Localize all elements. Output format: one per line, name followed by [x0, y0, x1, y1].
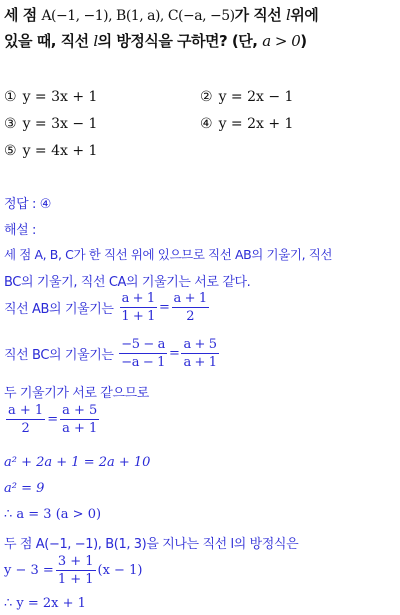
line-symbol: l — [93, 32, 98, 50]
answer: 정답 : ④ — [4, 197, 52, 212]
equation-1: $\frac{a + 1}{2}$ = $\frac{a + 5}{a + 1}$ — [8, 403, 98, 436]
question-text: 의 방정식을 구하면? (단, — [97, 32, 263, 50]
slope-ab: 직선 AB의 기울기는 $\frac{a + 1}{1 + 1}$ = $\frac{a + 1}{2}$ — [4, 291, 207, 324]
choice-2[interactable]: ② y = 2x − 1 — [200, 89, 294, 105]
question-points: A(−1, −1), B(1, a), C(−a, −5) — [41, 8, 235, 24]
fraction: $\frac{-5 - a}{-a - 1}$ — [121, 337, 165, 370]
condition: a > 0 — [262, 32, 301, 50]
explanation-line: BC의 기울기, 직선 CA의 기울기는 서로 같다. — [4, 275, 251, 290]
fraction: $\frac{a + 5}{a + 1}$ — [62, 403, 98, 436]
explanation-line: 세 점 A, B, C가 한 직선 위에 있으므로 직선 AB의 기울기, 직선 — [4, 247, 333, 262]
fraction: $\frac{a + 1}{2}$ — [173, 291, 207, 324]
choice-5[interactable]: ⑤ y = 4x + 1 — [4, 143, 98, 159]
explanation-line: 두 점 A(−1, −1), B(1, 3)을 지나는 직선 l의 방정식은 — [4, 537, 299, 552]
question-text: 세 점 — [4, 6, 42, 24]
explanation-label: 해설 : — [4, 223, 37, 238]
question-text: 가 직선 — [234, 6, 286, 24]
choice-1[interactable]: ① y = 3x + 1 — [4, 89, 98, 105]
question-line-1 — [4, 4, 318, 25]
fraction: $\frac{a + 5}{a + 1}$ — [183, 337, 217, 370]
question-text: 있을 때, 직선 — [4, 32, 94, 50]
slope-bc: 직선 BC의 기울기는 $\frac{-5 - a}{-a - 1}$ = $\frac{a + 5}{a + 1}$ — [4, 337, 217, 370]
fraction: $\frac{a + 1}{1 + 1}$ — [121, 291, 156, 324]
equation-5: y − 3 = $\frac{3 + 1}{1 + 1}$ (x − 1) — [4, 554, 143, 587]
equation-6: ∴ y = 2x + 1 — [4, 596, 86, 611]
line-symbol: l — [286, 6, 291, 24]
equation-4: ∴ a = 3 (a > 0) — [4, 507, 102, 522]
question-line-2 — [4, 30, 307, 51]
explanation-line: 두 기울기가 서로 같으므로 — [4, 386, 149, 401]
equation-2: a² + 2a + 1 = 2a + 10 — [4, 455, 151, 470]
equation-3: a² = 9 — [4, 481, 45, 496]
question-text: ) — [300, 32, 307, 50]
question-text: 위에 — [290, 6, 319, 24]
choice-4[interactable]: ④ y = 2x + 1 — [200, 116, 294, 132]
answer-value: ④ — [39, 197, 52, 212]
fraction: $\frac{a + 1}{2}$ — [8, 403, 44, 436]
fraction: $\frac{3 + 1}{1 + 1}$ — [57, 554, 94, 587]
choice-3[interactable]: ③ y = 3x − 1 — [4, 116, 98, 132]
